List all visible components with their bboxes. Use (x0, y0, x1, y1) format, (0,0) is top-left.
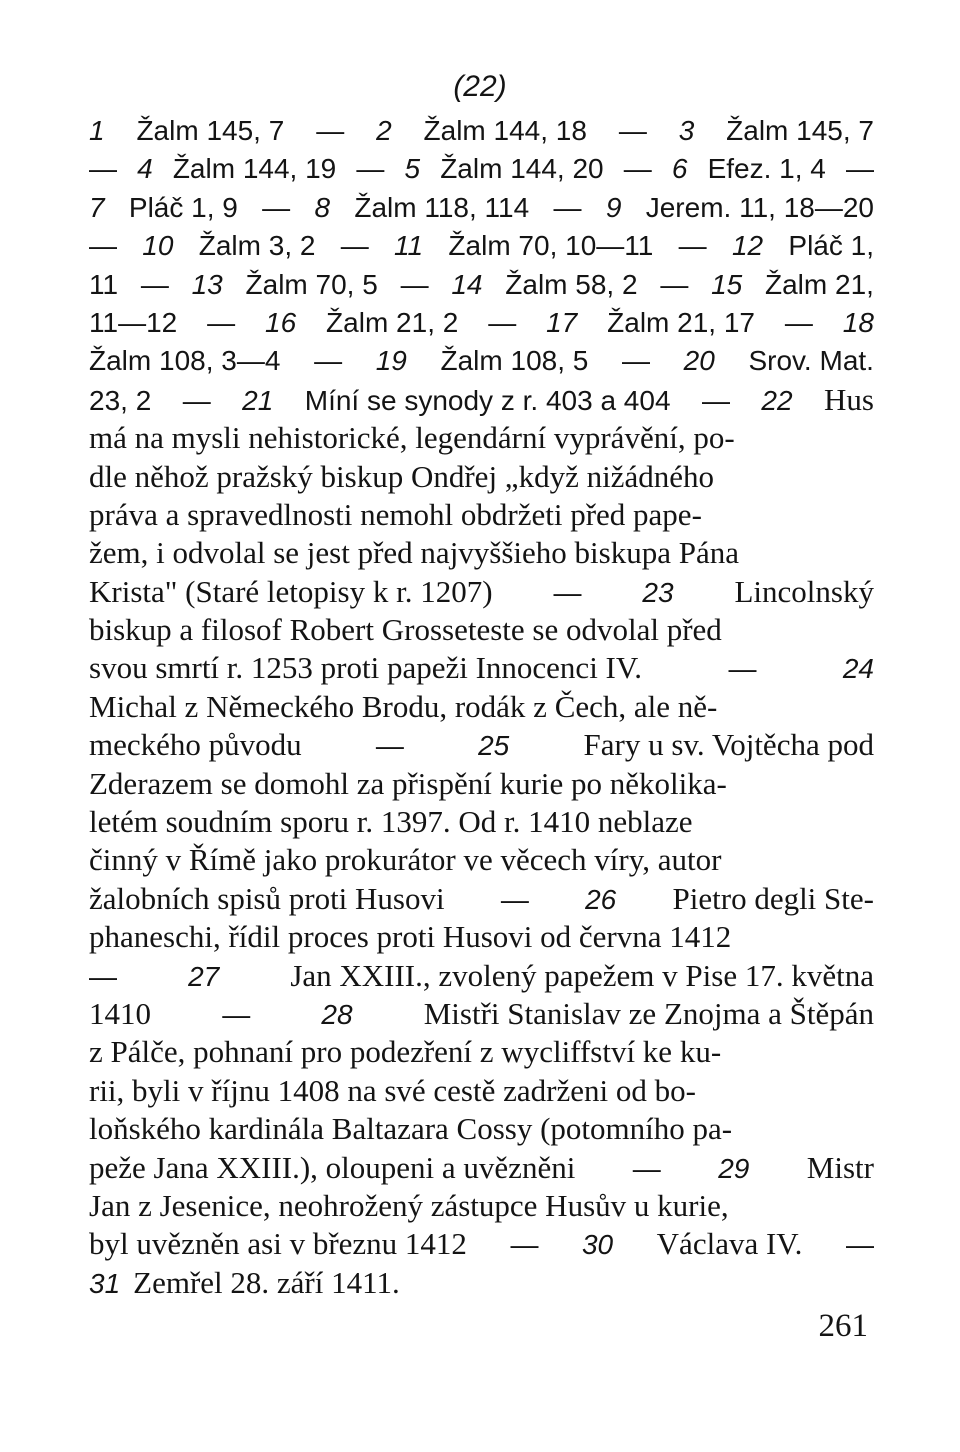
text-line (89, 841, 874, 879)
note-number: 16 (265, 306, 297, 338)
note-number: 31 (89, 1267, 121, 1299)
text-run: — (510, 1229, 539, 1261)
text-line (89, 1033, 874, 1071)
text-run: Efez. 1, 4 (707, 153, 826, 185)
text-run: — (182, 384, 211, 416)
text-line (89, 458, 874, 496)
note-number: 5 (404, 153, 421, 185)
note-number: 25 (478, 730, 510, 762)
note-number: 26 (585, 883, 617, 915)
note-number: 6 (671, 153, 688, 185)
note-number: 23 (642, 576, 674, 608)
text-run: — (846, 153, 874, 185)
text-run: Krista" (Staré letopisy k r. 1207) (89, 573, 493, 609)
text-run: Jan z Jesenice, neohrožený zástupce Husův u kurie, (89, 1187, 729, 1223)
text-run: — (262, 191, 291, 223)
text-run: byl uvězněn asi v březnu 1412 (89, 1226, 467, 1262)
note-number: 9 (605, 191, 622, 223)
text-run: Zemřel 28. září 1411. (133, 1264, 400, 1300)
text-run: — (222, 998, 251, 1030)
note-number: 29 (718, 1152, 750, 1184)
text-run: — (660, 268, 689, 300)
text-run: Jerem. 11, 18—20 (645, 191, 874, 223)
text-line (89, 342, 874, 380)
text-run: rii, byli v říjnu 1408 na své cestě zadrženi od bo- (89, 1072, 696, 1108)
text-line (89, 1072, 874, 1110)
endnotes-text (89, 112, 874, 1302)
text-run: Pláč 1, (788, 230, 874, 262)
text-run: 11 (89, 268, 119, 300)
note-number: 15 (711, 268, 743, 300)
text-run: z Pálče, pohnaní pro podezření z wycliffství ke ku- (89, 1034, 722, 1070)
text-run: žem, i odvolal se jest před najvyššieho biskupa Pána (89, 535, 740, 571)
text-run: má na mysli nehistorické, legendární vyprávění, po- (89, 420, 735, 456)
page-marker: (22) (453, 70, 507, 103)
text-run: — (340, 230, 369, 262)
note-number: 13 (191, 268, 223, 300)
text-run: phaneschi, řídil proces proti Husovi od června 1412 (89, 919, 732, 955)
text-run: — (632, 1152, 661, 1184)
text-run: letém soudním sporu r. 1397. Od r. 1410 neblaze (89, 804, 693, 840)
note-number: 14 (451, 268, 483, 300)
text-line (89, 957, 874, 995)
text-run: — (678, 230, 707, 262)
page-number: 261 (818, 1308, 868, 1344)
text-run: — (845, 1229, 874, 1261)
text-run: Žalm 21, (765, 268, 874, 300)
text-line (89, 534, 874, 572)
text-line (89, 1187, 874, 1225)
text-line (89, 765, 874, 803)
text-run: Žalm 145, 7 (136, 115, 285, 146)
note-number: 28 (321, 998, 353, 1030)
note-number: 7 (89, 191, 105, 223)
text-run: — (356, 153, 385, 185)
text-run: Žalm 108, 3—4 (89, 345, 281, 377)
note-number: 8 (314, 191, 331, 223)
text-run: Srov. Mat. (748, 345, 874, 377)
note-number: 24 (842, 653, 874, 685)
text-run: 11—12 (89, 306, 178, 338)
text-run: — (316, 115, 345, 146)
text-run: Mistr (806, 1149, 874, 1185)
text-run: Míní se synody z r. 403 a 404 (304, 384, 671, 416)
note-number: 27 (188, 960, 220, 992)
text-line (89, 227, 874, 265)
text-run: — (553, 191, 582, 223)
note-number: 12 (731, 230, 764, 262)
text-run: Žalm 144, 18 (423, 115, 587, 146)
text-run: Žalm 144, 20 (440, 153, 604, 185)
text-line (89, 112, 874, 150)
text-line (89, 573, 874, 611)
text-line (89, 726, 874, 764)
text-line (89, 688, 874, 726)
note-number: 17 (546, 306, 578, 338)
text-run: Lincolnský (734, 573, 874, 609)
text-run: činný v Římě jako prokurátor ve věcech víry, autor (89, 842, 722, 878)
text-line (89, 880, 874, 918)
text-run: 1410 (89, 995, 151, 1031)
text-run: — (488, 306, 517, 338)
text-line (89, 496, 874, 534)
text-run: — (89, 153, 117, 185)
note-number: 20 (683, 345, 715, 377)
note-number: 30 (581, 1229, 614, 1261)
text-run: — (784, 306, 813, 338)
text-run: — (500, 883, 529, 915)
text-run: Hus (823, 381, 874, 417)
text-run: — (89, 960, 117, 992)
note-number: 10 (142, 230, 174, 262)
text-run: — (375, 730, 404, 762)
text-line (89, 611, 874, 649)
text-run: Žalm 58, 2 (505, 268, 638, 300)
text-run: Žalm 144, 19 (172, 153, 337, 185)
note-number: 11 (394, 230, 424, 262)
text-run: Žalm 3, 2 (198, 230, 316, 262)
text-run: peže Jana XXIII.), oloupeni a uvězněni (89, 1149, 576, 1185)
text-line (89, 995, 874, 1033)
text-line (89, 266, 874, 304)
text-line (89, 918, 874, 956)
text-line (89, 304, 874, 342)
text-run: — (314, 345, 343, 377)
text-run: žalobních spisů proti Husovi (89, 880, 445, 916)
text-run: Žalm 145, 7 (726, 115, 874, 146)
text-line (89, 649, 874, 687)
text-line (89, 1110, 874, 1148)
text-run: Žalm 21, 2 (326, 306, 459, 338)
text-run: práva a spravedlnosti nemohl obdržeti před pape- (89, 496, 702, 532)
text-line (89, 1149, 874, 1187)
text-run: Žalm 70, 10—11 (448, 230, 654, 262)
text-run: Žalm 118, 114 (354, 191, 530, 223)
text-run: Pláč 1, 9 (128, 191, 238, 223)
text-run: svou smrtí r. 1253 proti papeži Innocenci IV. (89, 650, 643, 686)
text-run: Michal z Německého Brodu, rodák z Čech, ale ně- (89, 688, 718, 724)
text-run: Žalm 70, 5 (245, 268, 378, 300)
note-number: 22 (761, 384, 793, 416)
text-line (89, 189, 874, 227)
text-line (89, 381, 874, 419)
text-run: Jan XXIII., zvolený papežem v Pise 17. května (290, 957, 874, 993)
text-run: Zderazem se domohl za přispění kurie po několika- (89, 765, 727, 801)
text-run: — (553, 576, 582, 608)
text-run: loňského kardinála Baltazara Cossy (potomního pa- (89, 1111, 733, 1147)
text-run: — (400, 268, 429, 300)
text-run: — (701, 384, 730, 416)
text-line (89, 803, 874, 841)
text-run: Pietro degli Ste- (672, 880, 874, 916)
text-run: — (140, 268, 169, 300)
text-line (89, 419, 874, 457)
text-line (89, 150, 874, 188)
text-run: Mistři Stanislav ze Znojma a Štěpán (423, 995, 874, 1031)
note-number: 21 (242, 384, 274, 416)
text-run: — (618, 115, 647, 146)
note-number: 2 (376, 115, 392, 146)
note-number: 1 (89, 115, 105, 146)
text-line (89, 1225, 874, 1263)
text-run: Žalm 108, 5 (440, 345, 589, 377)
text-run: — (207, 306, 236, 338)
text-run: Fary u sv. Vojtěcha pod (583, 727, 874, 763)
text-run: — (623, 153, 652, 185)
text-run: meckého původu (89, 727, 302, 763)
note-number: 18 (842, 306, 874, 338)
text-run: dle něhož pražský biskup Ondřej „když nižádného (89, 458, 714, 494)
text-run: 23, 2 (89, 384, 152, 416)
text-run: Václava IV. (656, 1226, 803, 1262)
note-number: 3 (678, 115, 695, 146)
text-line (89, 1264, 874, 1302)
note-number: 19 (375, 345, 407, 377)
text-run: — (89, 230, 117, 262)
text-run: Žalm 21, 17 (607, 306, 756, 338)
text-run: biskup a filosof Robert Grosseteste se odvolal před (89, 612, 722, 648)
text-run: — (728, 653, 757, 685)
note-number: 4 (137, 153, 153, 185)
text-run: — (622, 345, 650, 377)
